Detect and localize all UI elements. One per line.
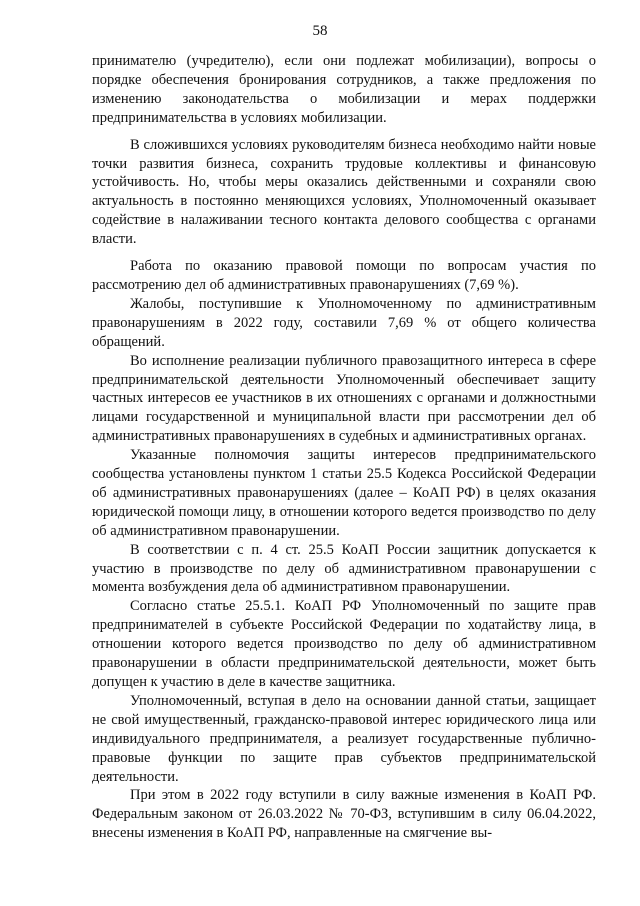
paragraph-public-interest: Во исполнение реализации публичного правозащитного интереса в сфере предпринимательской деятельности Уполномоченный обеспечивает защиту частных интересов ее участников в их отношениях с органами и должностными лицами государственной и муниципальной власти при рассмотрении дел об административных правонарушениях в судебных и административных органах.	[92, 352, 596, 445]
paragraph-ombudsman-role: Уполномоченный, вступая в дело на основании данной статьи, защищает не свой имущественный, гражданско-правовой интерес юридического лица или индивидуального предпринимателя, а реализует государственные публично-правовые функции по защите прав субъектов предпринимательской деятельности.	[92, 692, 596, 785]
paragraph-complaints-share: Жалобы, поступившие к Уполномоченному по административным правонарушениям в 2022 году, составили 7,69 % от общего количества обращений.	[92, 295, 596, 350]
paragraph-business-conditions: В сложившихся условиях руководителям бизнеса необходимо найти новые точки развития бизнеса, сохранить трудовые коллективы и финансовую устойчивость. Но, чтобы меры оказались действенными и сохраняли свою актуальность в постоянно меняющихся условиях, Уполномоченный оказывает содействие в налаживании тесного контакта делового сообщества с органами власти.	[92, 136, 596, 248]
paragraph-mobilization-continuation: принимателю (учредителю), если они подлежат мобилизации), вопросы о порядке обеспечения бронирования сотрудников, а также предложения по изменению законодательства о мобилизации и мерах поддержки предпринимательства в условиях мобилизации.	[92, 53, 596, 126]
document-body	[92, 52, 596, 843]
paragraph-legal-assistance-heading: Работа по оказанию правовой помощи по вопросам участия по рассмотрению дел об административных правонарушениях (7,69 %).	[92, 258, 596, 293]
paragraph-defender-admission: В соответствии с п. 4 ст. 25.5 КоАП России защитник допускается к участию в производстве по делу об административном правонарушении с момента возбуждения дела об административном правонарушении.	[92, 541, 596, 596]
paragraph-powers-article-25-5: Указанные полномочия защиты интересов предпринимательского сообщества установлены пунктом 1 статьи 25.5 Кодекса Российской Федерации об административных правонарушениях (далее – КоАП РФ) в целях оказания юридической помощи лицу, в отношении которого ведется производство по делу об административном правонарушении.	[92, 447, 596, 539]
paragraph-article-25-5-1: Согласно статье 25.5.1. КоАП РФ Уполномоченный по защите прав предпринимателей в субъекте Российской Федерации по ходатайству лица, в отношении которого ведется производство по делу об административном правонарушении в области предпринимательской деятельности, может быть допущен к участию в деле в качестве защитника.	[92, 598, 596, 690]
page-number: 58	[312, 23, 328, 39]
paragraph-2022-amendments: При этом в 2022 году вступили в силу важные изменения в КоАП РФ. Федеральным законом от 26.03.2022 № 70-ФЗ, вступившим в силу 06.04.2022, внесены изменения в КоАП РФ, направленные на смягчение вы-	[92, 787, 596, 842]
